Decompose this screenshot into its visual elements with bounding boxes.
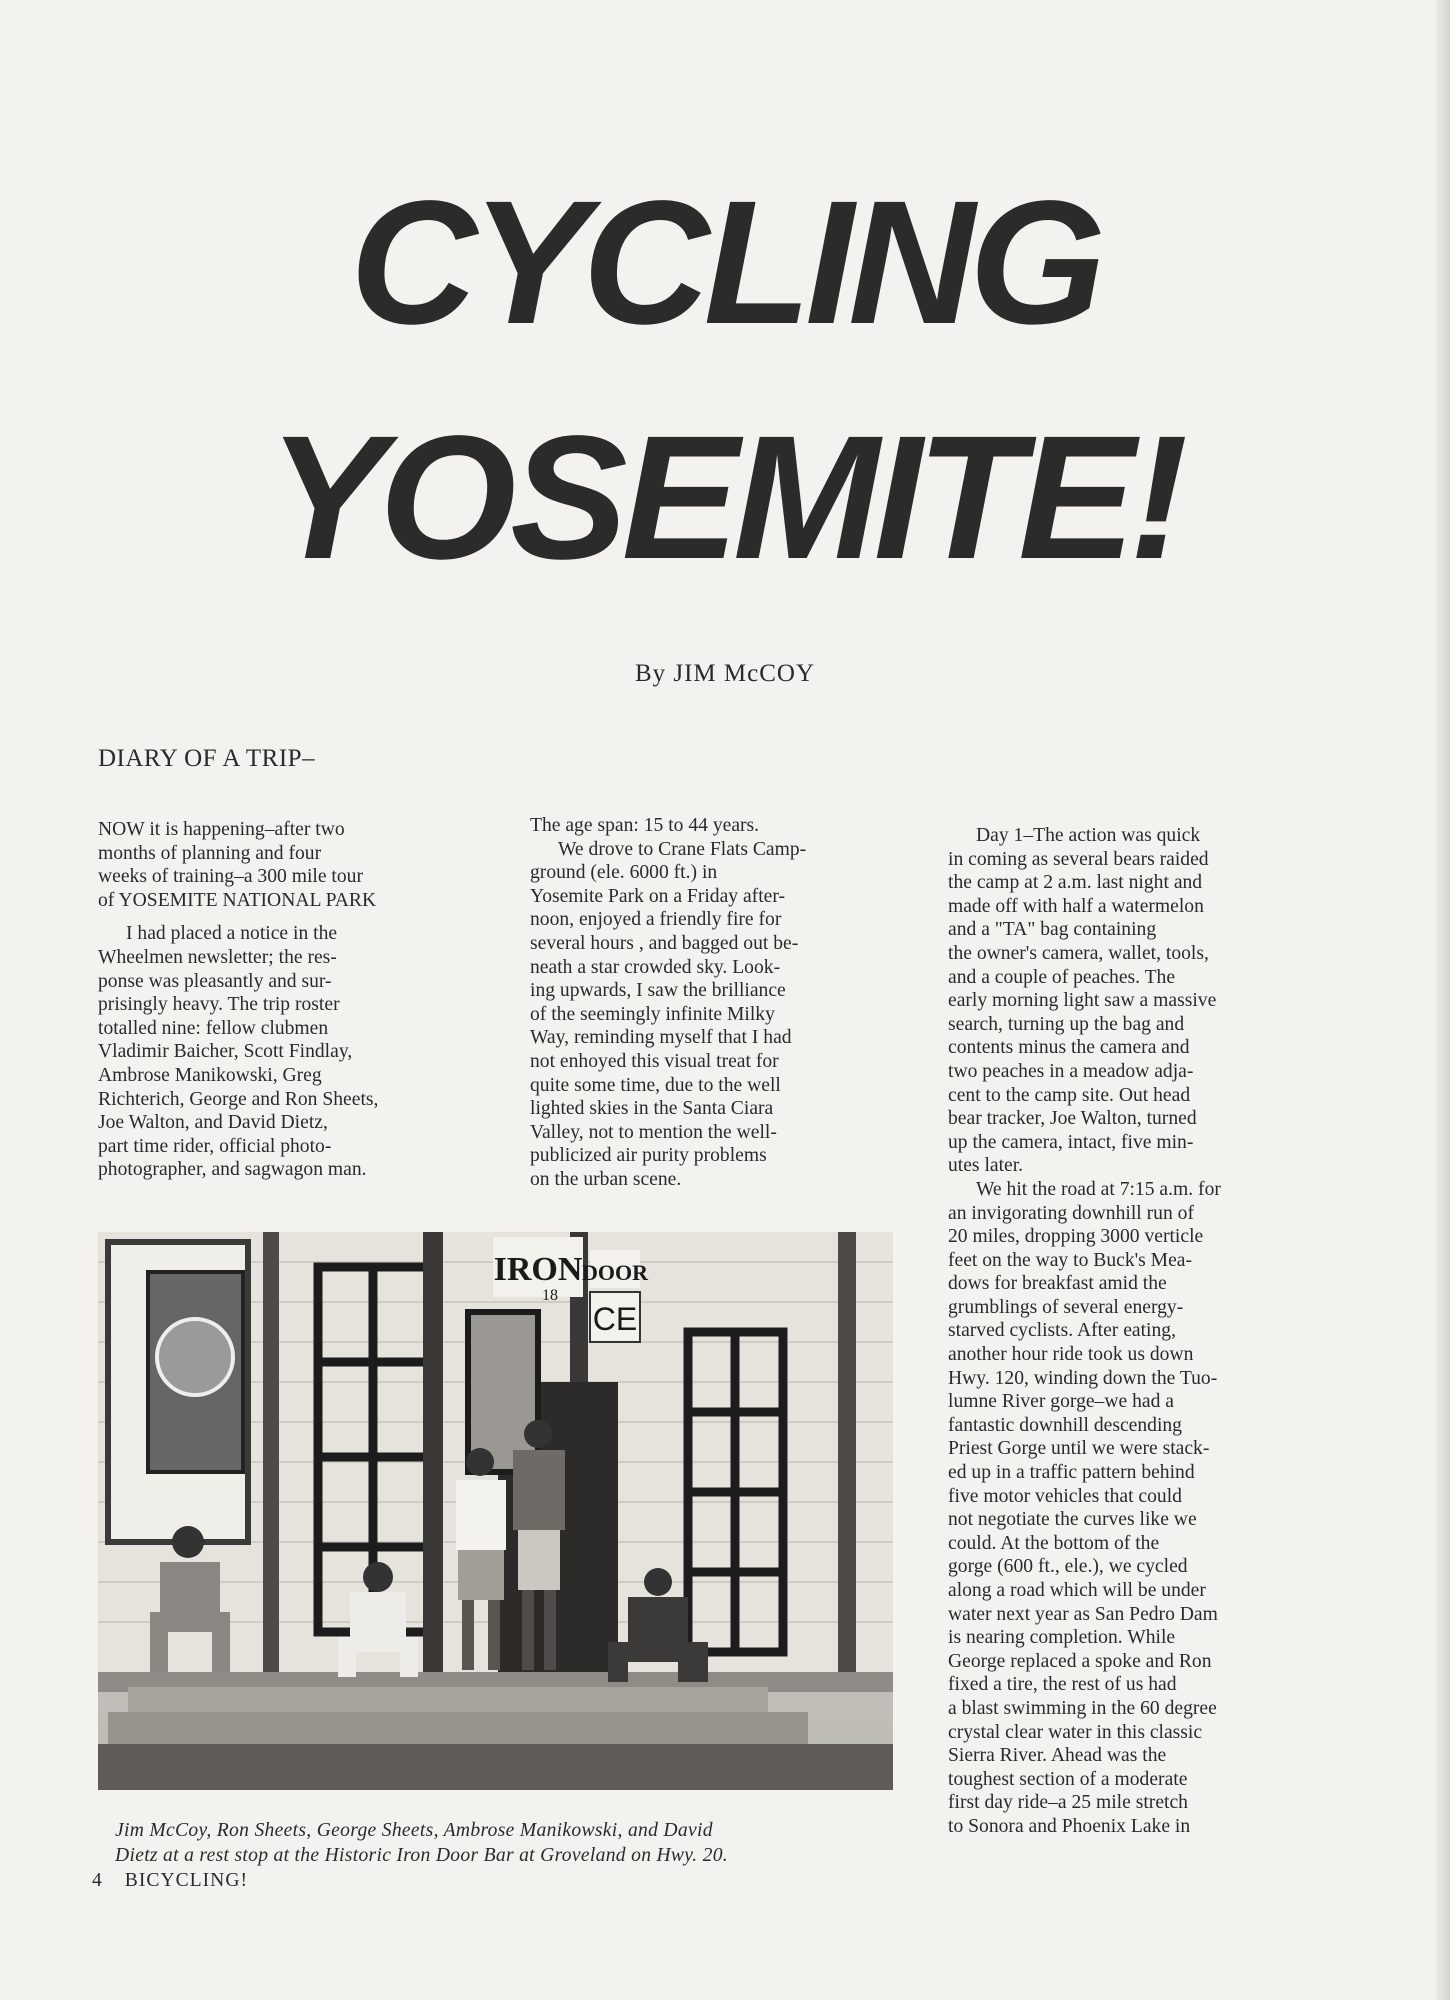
- text-line: early morning light saw a massive: [948, 990, 1217, 1012]
- text-line: search, turning up the bag and: [948, 1013, 1185, 1035]
- section-heading: DIARY OF A TRIP–: [98, 745, 316, 772]
- paragraph: [948, 824, 1293, 1178]
- text-line: on the urban scene.: [530, 1168, 682, 1190]
- text-line: and a "TA" bag containing: [948, 919, 1157, 941]
- text-line: ing upwards, I saw the brilliance: [530, 980, 786, 1002]
- page-number: 4: [92, 1870, 103, 1891]
- text-line: 20 miles, dropping 3000 verticle: [948, 1226, 1204, 1248]
- text-line: several hours , and bagged out be-: [530, 932, 799, 954]
- text-line: The age span: 15 to 44 years.: [530, 815, 760, 836]
- text-line: grumblings of several energy-: [948, 1296, 1184, 1318]
- text-line: two peaches in a meadow adja-: [948, 1060, 1194, 1082]
- paragraph: [98, 818, 468, 912]
- text-line: bear tracker, Joe Walton, turned: [948, 1108, 1197, 1130]
- text-line: George replaced a spoke and Ron: [948, 1650, 1212, 1672]
- text-line: noon, enjoyed a friendly fire for: [530, 909, 782, 931]
- text-line: to Sonora and Phoenix Lake in: [948, 1815, 1191, 1837]
- paragraph: [948, 1178, 1293, 1839]
- column-3: [948, 824, 1293, 1839]
- text-line: Yosemite Park on a Friday after-: [530, 885, 786, 907]
- text-line: of YOSEMITE NATIONAL PARK: [98, 889, 377, 911]
- photo-sign-iron: IRON: [493, 1251, 583, 1288]
- text-line: up the camera, intact, five min-: [948, 1131, 1194, 1153]
- text-line: part time rider, official photo-: [98, 1135, 332, 1157]
- text-line: another hour ride took us down: [948, 1344, 1194, 1366]
- text-line: We drove to Crane Flats Camp-: [558, 838, 807, 860]
- text-line: Joe Walton, and David Dietz,: [98, 1112, 328, 1134]
- text-line: months of planning and four: [98, 842, 322, 864]
- article-title-line2: YOSEMITE!: [267, 400, 1183, 596]
- text-line: dows for breakfast amid the: [948, 1273, 1167, 1295]
- text-line: Way, reminding myself that I had: [530, 1027, 792, 1049]
- text-line: along a road which will be under: [948, 1580, 1206, 1601]
- text-line: quite some time, due to the well: [530, 1074, 781, 1096]
- text-line: fantastic downhill descending: [948, 1414, 1182, 1436]
- page-footer: [92, 1870, 270, 1892]
- text-line: Ambrose Manikowski, Greg: [98, 1064, 322, 1086]
- text-line: Sierra River. Ahead was the: [948, 1745, 1167, 1767]
- article-title-line1: CYCLING: [350, 165, 1100, 361]
- text-line: the camp at 2 a.m. last night and: [948, 872, 1203, 894]
- text-line: Wheelmen newsletter; the res-: [98, 946, 337, 968]
- text-line: Hwy. 120, winding down the Tuo-: [948, 1367, 1218, 1389]
- text-line: toughest section of a moderate: [948, 1768, 1188, 1790]
- text-line: weeks of training–a 300 mile tour: [98, 866, 363, 888]
- text-line: lighted skies in the Santa Ciara: [530, 1098, 774, 1120]
- text-line: ed up in a traffic pattern behind: [948, 1462, 1195, 1484]
- text-line: feet on the way to Buck's Mea-: [948, 1249, 1193, 1271]
- photo-sign-door: DOOR: [582, 1260, 648, 1285]
- text-line: starved cyclists. After eating,: [948, 1320, 1176, 1342]
- text-line: Vladimir Baicher, Scott Findlay,: [98, 1041, 353, 1063]
- text-line: an invigorating downhill run of: [948, 1202, 1194, 1224]
- text-line: contents minus the camera and: [948, 1037, 1190, 1059]
- text-line: not negotiate the curves like we: [948, 1509, 1197, 1531]
- text-line: publicized air purity problems: [530, 1145, 767, 1167]
- text-line: cent to the camp site. Out head: [948, 1084, 1191, 1106]
- text-line: the owner's camera, wallet, tools,: [948, 942, 1209, 964]
- text-line: water next year as San Pedro Dam: [948, 1603, 1218, 1625]
- text-line: made off with half a watermelon: [948, 895, 1204, 917]
- text-line: Valley, not to mention the well-: [530, 1121, 777, 1143]
- text-line: and a couple of peaches. The: [948, 966, 1176, 988]
- text-line: Priest Gorge until we were stack-: [948, 1438, 1210, 1460]
- column-2: [530, 814, 890, 1192]
- paragraph: [530, 838, 890, 1192]
- byline: By JIM McCOY: [634, 660, 816, 687]
- text-line: five motor vehicles that could: [948, 1485, 1182, 1507]
- text-line: of the seemingly infinite Milky: [530, 1003, 775, 1025]
- text-line: a blast swimming in the 60 degree: [948, 1697, 1217, 1719]
- text-line: gorge (600 ft., ele.), we cycled: [948, 1556, 1188, 1578]
- caption-line: Dietz at a rest stop at the Historic Iron Door Bar at Groveland on Hwy. 20.: [115, 1845, 729, 1866]
- photo-sign-office: CE: [592, 1301, 638, 1337]
- photo-caption: [115, 1818, 895, 1868]
- text-line: in coming as several bears raided: [948, 848, 1209, 870]
- text-line: prisingly heavy. The trip roster: [98, 994, 340, 1016]
- text-line: Richterich, George and Ron Sheets,: [98, 1088, 379, 1110]
- text-line: NOW it is happening–after two: [98, 819, 345, 840]
- photo-iron-door-bar: [98, 1232, 893, 1790]
- text-line: could. At the bottom of the: [948, 1532, 1160, 1554]
- text-line: We hit the road at 7:15 a.m. for: [976, 1178, 1221, 1200]
- text-line: fixed a tire, the rest of us had: [948, 1674, 1177, 1696]
- magazine-name: BICYCLING!: [124, 1870, 248, 1891]
- caption-line: Jim McCoy, Ron Sheets, George Sheets, Ambrose Manikowski, and David: [115, 1820, 713, 1841]
- text-line: I had placed a notice in the: [126, 923, 338, 945]
- text-line: totalled nine: fellow clubmen: [98, 1017, 329, 1039]
- text-line: first day ride–a 25 mile stretch: [948, 1792, 1188, 1814]
- text-line: neath a star crowded sky. Look-: [530, 956, 781, 978]
- text-line: crystal clear water in this classic: [948, 1721, 1203, 1743]
- photo-sign-year: 18: [542, 1287, 558, 1304]
- text-line: ground (ele. 6000 ft.) in: [530, 862, 718, 884]
- text-line: Day 1–The action was quick: [976, 825, 1201, 846]
- paragraph: [98, 922, 468, 1182]
- text-line: not enhoyed this visual treat for: [530, 1050, 779, 1072]
- text-line: lumne River gorge–we had a: [948, 1391, 1174, 1413]
- column-1: [98, 818, 468, 1182]
- text-line: is nearing completion. While: [948, 1627, 1176, 1649]
- text-line: ponse was pleasantly and sur-: [98, 970, 332, 992]
- text-line: utes later.: [948, 1155, 1024, 1177]
- text-line: photographer, and sagwagon man.: [98, 1159, 367, 1181]
- paragraph: [530, 814, 890, 838]
